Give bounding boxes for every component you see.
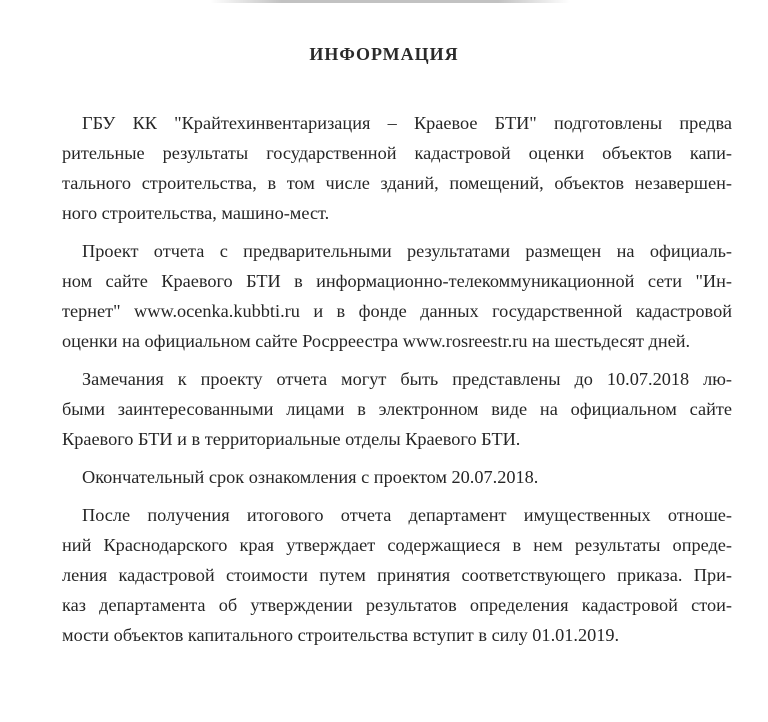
paragraph-4-line-1: Окончательный срок ознакомления с проектом 20.07.2018.: [82, 467, 539, 487]
paragraph-1-line-1: ГБУ КК "Крайтехинвентаризация – Краевое БТИ" подготовлены предва: [82, 113, 732, 133]
paragraph-2-line-2: ном сайте Краевого БТИ в информационно-телекоммуникационной сети "Ин-: [62, 271, 732, 291]
document-body: [62, 108, 732, 650]
paragraph-2-line-4: оценки на официальном сайте Росрреестра www.rosreestr.ru на шестьдесят дней.: [62, 331, 691, 351]
paragraph-5-line-2: ний Краснодарского края утверждает содержащиеся в нем результаты опреде-: [62, 535, 732, 555]
paragraph-3-line-1: Замечания к проекту отчета могут быть представлены до 10.07.2018 лю-: [82, 369, 732, 389]
document-title: ИНФОРМАЦИЯ: [309, 44, 459, 64]
paragraph-1-line-2: рительные результаты государственной кадастровой оценки объектов капи-: [62, 143, 732, 163]
paragraph-5-line-5: мости объектов капитального строительства вступит в силу 01.01.2019.: [62, 625, 620, 645]
scan-edge-mark: [210, 0, 570, 3]
paragraph-5-line-3: ления кадастровой стоимости путем принятия соответствующего приказа. При-: [62, 565, 732, 585]
paragraph-2-line-3: тернет" www.ocenka.kubbti.ru и в фонде данных государственной кадастровой: [62, 301, 732, 321]
paragraph-1-line-4: ного строительства, машино-мест.: [62, 203, 330, 223]
paragraph-5-line-4: каз департамента об утверждении результатов определения кадастровой стои-: [62, 595, 732, 615]
paragraph-3-line-2: быми заинтересованными лицами в электронном виде на официальном сайте: [62, 399, 732, 419]
paragraph-5-line-1: После получения итогового отчета департамент имущественных отноше-: [82, 505, 732, 525]
paragraph-3-line-3: Краевого БТИ и в территориальные отделы Краевого БТИ.: [62, 429, 521, 449]
paragraph-1-line-3: тального строительства, в том числе зданий, помещений, объектов незавершен-: [62, 173, 732, 193]
paragraph-2-line-1: Проект отчета с предварительными результатами размещен на официаль-: [82, 241, 732, 261]
